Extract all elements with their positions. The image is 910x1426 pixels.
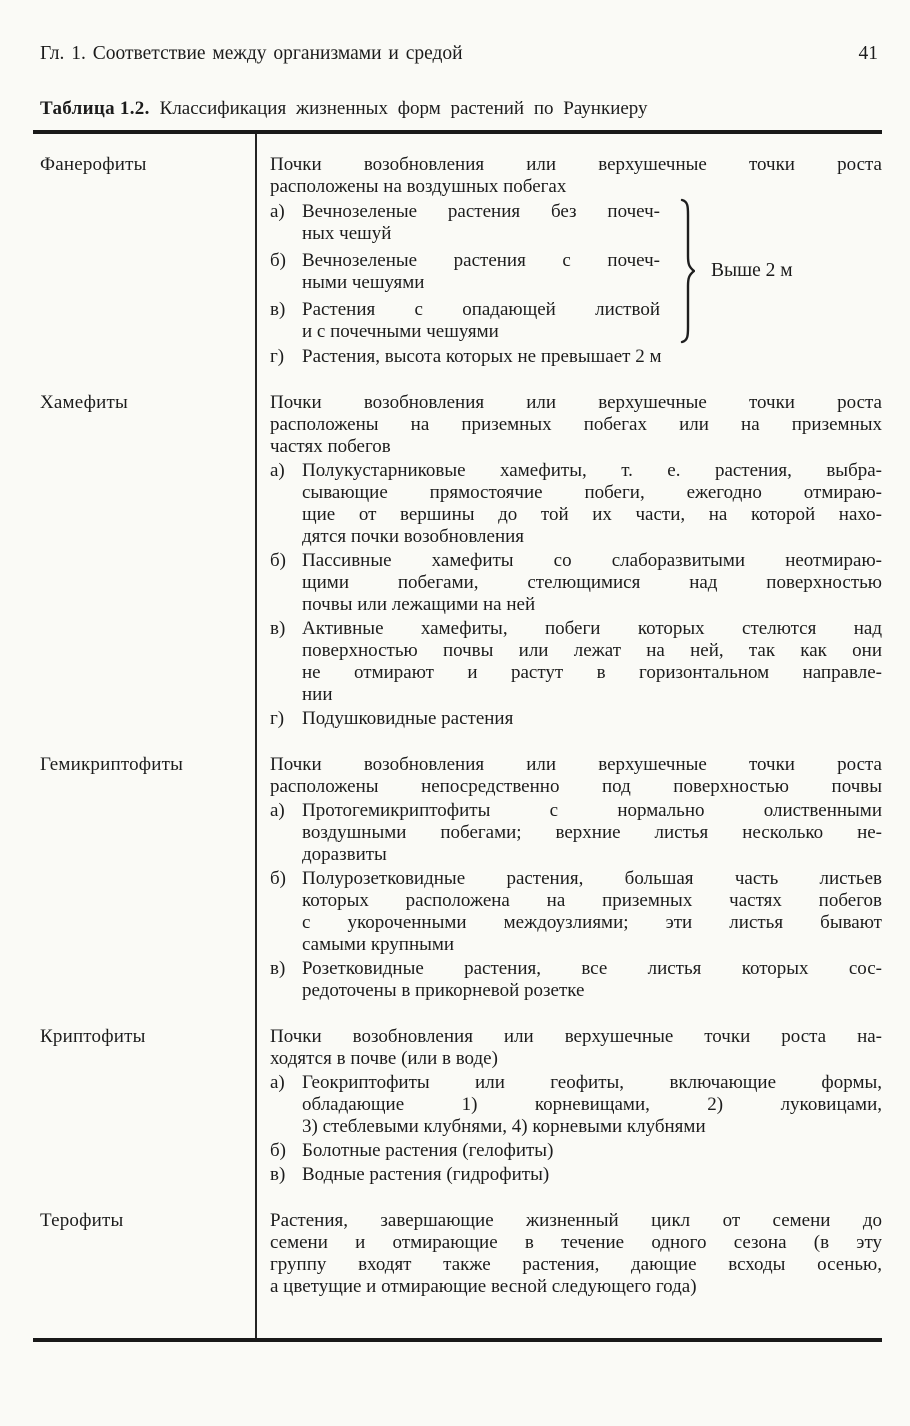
list-item <box>270 1140 882 1162</box>
text-line: расположены на воздушных побегах <box>270 176 567 197</box>
term-cell: Фанерофиты <box>40 154 147 175</box>
text-line: Протогемикриптофиты с нормально олиственными <box>302 800 882 821</box>
list-item <box>270 800 882 866</box>
text-line: Растения с опадающей листвой <box>302 299 660 320</box>
item-marker: в) <box>270 958 286 979</box>
text-line: Полурозетковидные растения, большая часть листьев <box>302 868 882 889</box>
list-item <box>270 550 882 616</box>
item-marker: б) <box>270 1140 286 1161</box>
item-marker: а) <box>270 201 285 222</box>
description-cell <box>257 1210 882 1298</box>
list-item <box>270 201 660 245</box>
text-line: Подушковидные растения <box>302 708 514 729</box>
list-item <box>270 868 882 956</box>
text-line: 3) стеблевыми клубнями, 4) корневыми клубнями <box>302 1116 706 1137</box>
text-line: доразвиты <box>302 844 387 865</box>
text-line: Активные хамефиты, побеги которых стелются над <box>302 618 882 639</box>
brace-group <box>270 198 882 344</box>
table-caption-label: Таблица 1.2. <box>40 98 150 119</box>
text-line: Водные растения (гидрофиты) <box>302 1164 550 1185</box>
table-caption <box>33 97 882 121</box>
list-item <box>270 299 660 343</box>
item-marker: г) <box>270 708 285 729</box>
text-line: Растения, завершающие жизненный цикл от семени до <box>270 1210 882 1231</box>
text-line: Пассивные хамефиты со слаборазвитыми неотмираю- <box>302 550 882 571</box>
text-line: расположены непосредственно под поверхностью почвы <box>270 776 882 797</box>
item-marker: б) <box>270 868 286 889</box>
item-marker: б) <box>270 250 286 271</box>
text-line: частях побегов <box>270 436 391 457</box>
text-line: и с почечными чешуями <box>302 321 499 342</box>
text-line: дятся почки возобновления <box>302 526 525 547</box>
text-line: ными чешуями <box>302 272 425 293</box>
item-marker: б) <box>270 550 286 571</box>
column-divider-rule <box>255 134 257 1338</box>
text-line: редоточены в прикорневой розетке <box>302 980 585 1001</box>
table-row-hemicryptophytes <box>33 730 882 1002</box>
curly-brace-icon <box>680 198 695 344</box>
text-line: с укороченными междоузлиями; эти листья бывают <box>302 912 882 933</box>
item-marker: а) <box>270 800 285 821</box>
item-marker: а) <box>270 460 285 481</box>
item-marker: в) <box>270 1164 286 1185</box>
chapter-title: Гл. 1. Соответствие между организмами и средой <box>40 43 463 64</box>
text-line: Почки возобновления или верхушечные точки роста <box>270 392 882 413</box>
table-row-therophytes <box>33 1186 882 1298</box>
term-cell: Терофиты <box>40 1210 124 1231</box>
text-line: Вечнозеленые растения с почеч- <box>302 250 660 271</box>
list-item <box>270 708 882 730</box>
brace-items <box>270 199 660 343</box>
text-line: Почки возобновления или верхушечные точки роста на- <box>270 1026 882 1047</box>
description-cell <box>257 154 882 368</box>
table-row-phanerophytes <box>33 134 882 368</box>
text-line: семени и отмирающие в течение одного сезона (в эту <box>270 1232 882 1253</box>
description-cell <box>257 754 882 1002</box>
list-item <box>270 346 882 368</box>
term-cell: Гемикриптофиты <box>40 754 184 775</box>
item-marker: г) <box>270 346 285 367</box>
text-line: Полукустарниковые хамефиты, т. е. растения, выбра- <box>302 460 882 481</box>
list-item <box>270 958 882 1002</box>
text-line: которых расположена на приземных частях побегов <box>302 890 882 911</box>
life-forms-table <box>33 130 882 1342</box>
list-item <box>270 1072 882 1138</box>
list-item <box>270 618 882 706</box>
text-line: самыми крупными <box>302 934 455 955</box>
running-head <box>33 42 882 66</box>
text-line: Геокриптофиты или геофиты, включающие формы, <box>302 1072 882 1093</box>
table-caption-text: Классификация жизненных форм растений по Раункиеру <box>159 98 648 119</box>
description-cell <box>257 392 882 730</box>
text-line: щими побегами, стелющимися над поверхностью <box>302 572 882 593</box>
text-line: нии <box>302 684 333 705</box>
list-item <box>270 250 660 294</box>
text-line: сывающие прямостоячие побеги, ежегодно отмираю- <box>302 482 882 503</box>
item-marker: в) <box>270 618 286 639</box>
text-line: Растения, высота которых не превышает 2 м <box>302 346 662 367</box>
text-line: щие от вершины до той их части, на которой нахо- <box>302 504 882 525</box>
term-cell: Хамефиты <box>40 392 128 413</box>
text-line: а цветущие и отмирающие весной следующего года) <box>270 1276 697 1297</box>
text-line: почвы или лежащими на ней <box>302 594 536 615</box>
description-cell <box>257 1026 882 1186</box>
page-number: 41 <box>858 43 878 64</box>
item-marker: а) <box>270 1072 285 1093</box>
item-marker: в) <box>270 299 286 320</box>
term-cell: Криптофиты <box>40 1026 146 1047</box>
text-line: группу входят также растения, дающие всходы осенью, <box>270 1254 882 1275</box>
text-line: расположены на приземных побегах или на приземных <box>270 414 882 435</box>
text-line: Вечнозеленые растения без почеч- <box>302 201 660 222</box>
text-line: поверхностью почвы или лежат на ней, так как они <box>302 640 882 661</box>
brace-label: Выше 2 м <box>711 260 793 281</box>
list-item <box>270 1164 882 1186</box>
text-line: воздушными побегами; верхние листья несколько не- <box>302 822 882 843</box>
text-line: Почки возобновления или верхушечные точки роста <box>270 754 882 775</box>
table-row-cryptophytes <box>33 1002 882 1186</box>
text-line: Розетковидные растения, все листья которых сос- <box>302 958 882 979</box>
text-line: ходятся в почве (или в воде) <box>270 1048 498 1069</box>
table-row-chamaephytes <box>33 368 882 730</box>
text-line: не отмирают и растут в горизонтальном направле- <box>302 662 882 683</box>
text-line: обладающие 1) корневищами, 2) луковицами, <box>302 1094 882 1115</box>
list-item <box>270 460 882 548</box>
text-line: Почки возобновления или верхушечные точки роста <box>270 154 882 175</box>
text-line: Болотные растения (гелофиты) <box>302 1140 554 1161</box>
text-line: ных чешуй <box>302 223 392 244</box>
